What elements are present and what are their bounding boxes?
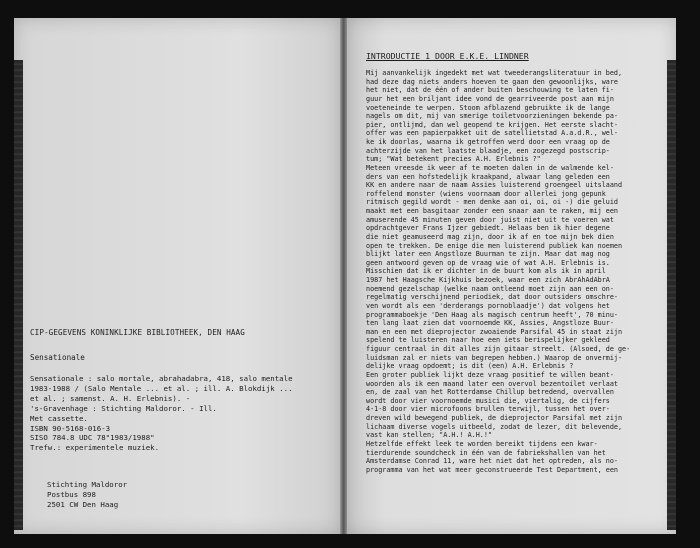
text-line: 4-1-8 door vier microfoons brullen terwijl, tussen het over-: [366, 405, 610, 414]
left-page-edge: [14, 60, 23, 530]
left-page: [14, 18, 341, 534]
text-line: achterzijde van het laatste blaadje, een zogezegd postscrip-: [366, 146, 610, 155]
text-line: lichaam diverse vogels uitbeeld, zodat de lezer, dit belevende,: [366, 422, 623, 431]
text-line: en, de zaal van het Rotterdamse Chillup betredend, overvallen: [366, 388, 614, 397]
text-line: ders van een hofstedelijk kraakpand, alwaar lang geleden een: [366, 172, 610, 181]
introduction-text: [366, 69, 666, 474]
text-line: maakt met een basgitaar zonder een snaar aan te raken, mij een: [366, 207, 618, 215]
text-line: KK en andere naar de naam Assies luisterend groengeel uitslaand: [366, 181, 623, 190]
text-line: het niet, dat de één of ander buiten beschouwing te laten fi-: [366, 86, 614, 95]
text-line: spelend te luisteren naar hoe een iets berispelijker gekleed: [366, 336, 610, 345]
text-line: amuserende 45 minuten geven door juist niet uit te voeren wat: [366, 215, 614, 224]
text-line: Misschien dat ik er dichter in de buurt kom als ik in april: [366, 267, 606, 276]
text-line: guur het een briljant idee vond de gearriveerde post aan mijn: [366, 94, 614, 103]
text-line: 1987 het Haagsche Kijkhuis bezoek, waar een zich AbrAhAdAbrA: [366, 276, 610, 284]
text-line: noemend gezelschap (welke naam ontleend moet zijn aan een on-: [366, 284, 614, 293]
text-line: vast kan stellen; "A.H.! A.H.!": [366, 431, 492, 440]
text-line: Amsterdamse Conrad 11, ware het niet dat het optreden, als no-: [366, 457, 618, 466]
text-line: blijkt later een Angstloze Buurman te zijn. Maar dat mag nog: [366, 250, 610, 259]
text-line: programmaboekje 'Den Haag als magisch centrum heeft', 70 minu-: [366, 310, 618, 319]
text-line: ten lang laat zien dat voornoemde KK, Assies, Angstloze Buur-: [366, 319, 614, 328]
text-line: voeteneinde te werpen. Stoom afblazend gebruikte ik de lange: [366, 103, 610, 112]
address-line: Postbus 898: [47, 490, 96, 499]
text-line: figuur centraal in dit alles zijn gitaar streelt. (Alsoed, de ge-: [366, 345, 631, 353]
cip-subject: Sensationale: [30, 353, 85, 362]
text-line: opdrachtgever Frans Ijzer gebiedt. Helaas ben ik hier degene: [366, 224, 610, 233]
text-line: pier, ontlijmd, dan wel geopend te krijgen. Het eerste slacht-: [366, 120, 618, 129]
publisher-address: [47, 480, 127, 510]
text-line: man en een met dieprojector zwoaiende Parsifal 45 in staat zijn: [366, 327, 623, 336]
text-line: Hetzelfde effekt leek te worden bereikt tijdens een kwar-: [366, 439, 598, 448]
text-line: Mij aanvankelijk ingedekt met wat tweederangsliteratuur in bed,: [366, 69, 623, 77]
cip-record: Sensationale : salo mortale, abrahadabra, 418, salo mentale 1983-1988 / (Salo Mentale ... et al. ; ill. A. Blokdijk ... et al. ; samenst. A. H. Erlebnis). - 's-Gravenhage : Stichting Maldoror. - Ill. Met cassette. ISBN 90-5168-016-3 SISO 784.8 UDC 78"1983/1988" Trefw.: experimentele muziek.: [30, 374, 293, 453]
text-line: programma van het wat meer geconstrueerde Test Department, een: [366, 465, 618, 474]
text-line: open te trekken. De enige die men luisterend publiek kan noemen: [366, 241, 623, 250]
text-line: ke ik doorlas, waarna ik getroffen werd door een vraag op de: [366, 138, 610, 146]
text-line: ritmisch gegild wordt - men denke aan oi, oi, oi -) die geluid: [366, 198, 618, 207]
text-line: had deze dag niets anders hoeven te gaan den gewoonlijks, ware: [366, 77, 618, 86]
text-line: woorden als ik een maand later een overvol bezentoilet verlaat: [366, 379, 618, 388]
text-line: die niet geamuseerd mag zijn, door ik af en toe mijn bek dien: [366, 232, 614, 241]
text-line: nagels om dit, mij van smerige toiletvoorzieningen bekende pa-: [366, 112, 618, 121]
text-line: Een groter publiek lijkt deze vraag positief te willen beant-: [366, 370, 614, 379]
book-spine-gutter: [340, 18, 347, 534]
text-line: tierdurende soundcheck in één van de fabriekshallen van het: [366, 448, 606, 457]
text-line: luidsman zal er niets van begrepen hebben.) Waarop de onvermij-: [366, 353, 623, 362]
text-line: dreven wild bewegend publiek, de dieprojector Parsifal met zijn: [366, 414, 623, 422]
text-line: offer was een papierpakket uit de satellietstad A.a.d.R., wel-: [366, 129, 618, 138]
address-line: 2501 CW Den Haag: [47, 500, 119, 509]
text-line: wordt door vier voornoemde musici die, viertalig, de cijfers: [366, 396, 610, 405]
text-line: regelmatig verschijnend periodiek, dat door outsiders omschre-: [366, 293, 618, 302]
introduction-title: INTRODUCTIE 1 DOOR E.K.E. LINDNER: [366, 51, 529, 61]
text-line: Meteen vreesde ik weer af te moeten dalen in de walmende kel-: [366, 163, 614, 172]
right-page-edge: [667, 60, 676, 530]
address-line: Stichting Maldoror: [47, 480, 128, 489]
text-line: tum; "Wat betekent precies A.H. Erlebnis ?": [366, 155, 541, 164]
text-line: ven wordt als een 'derderangs pornoblaadje') dat volgens het: [366, 301, 610, 310]
text-line: roffelend monster (wiens voornaam door allerlei jong gepunk: [366, 189, 606, 198]
text-line: delijke vraag opdoemt; is dit (een) A.H. Erlebnis ?: [366, 362, 574, 371]
cip-heading: CIP-GEGEVENS KONINKLIJKE BIBLIOTHEEK, DEN HAAG: [30, 328, 245, 337]
text-line: geen antwoord geven op de vraag wie of wat A.H. Erlebnis is.: [366, 258, 610, 267]
